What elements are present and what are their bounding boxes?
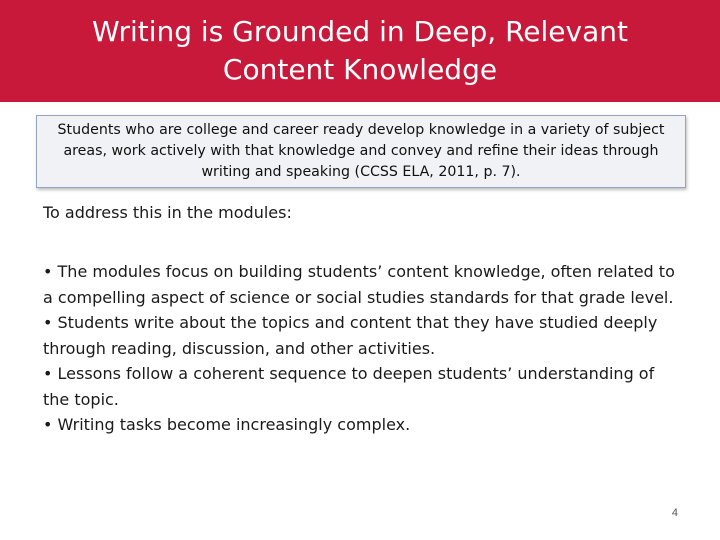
bullet-item: • Students write about the topics and content that they have studied deeply through reading, discussion, and other activities.	[43, 313, 658, 358]
title-bar	[0, 0, 720, 102]
quote-box: Students who are college and career ready develop knowledge in a variety of subject areas, work actively with that knowledge and convey and refine their ideas through writing and speaking (CCSS ELA, 2011, p. 7).	[36, 115, 686, 188]
lead-text: To address this in the modules:	[43, 203, 292, 222]
bullet-item: • Writing tasks become increasingly complex.	[43, 415, 411, 434]
bullet-item: • The modules focus on building students’ content knowledge, often related to a compelling aspect of science or social studies standards for that grade level.	[43, 262, 675, 307]
page-number: 4	[671, 507, 678, 519]
bullet-item: • Lessons follow a coherent sequence to deepen students’ understanding of the topic.	[43, 364, 655, 409]
slide-title: Writing is Grounded in Deep, Relevant Content Knowledge	[92, 15, 628, 86]
bullet-list	[43, 259, 685, 438]
